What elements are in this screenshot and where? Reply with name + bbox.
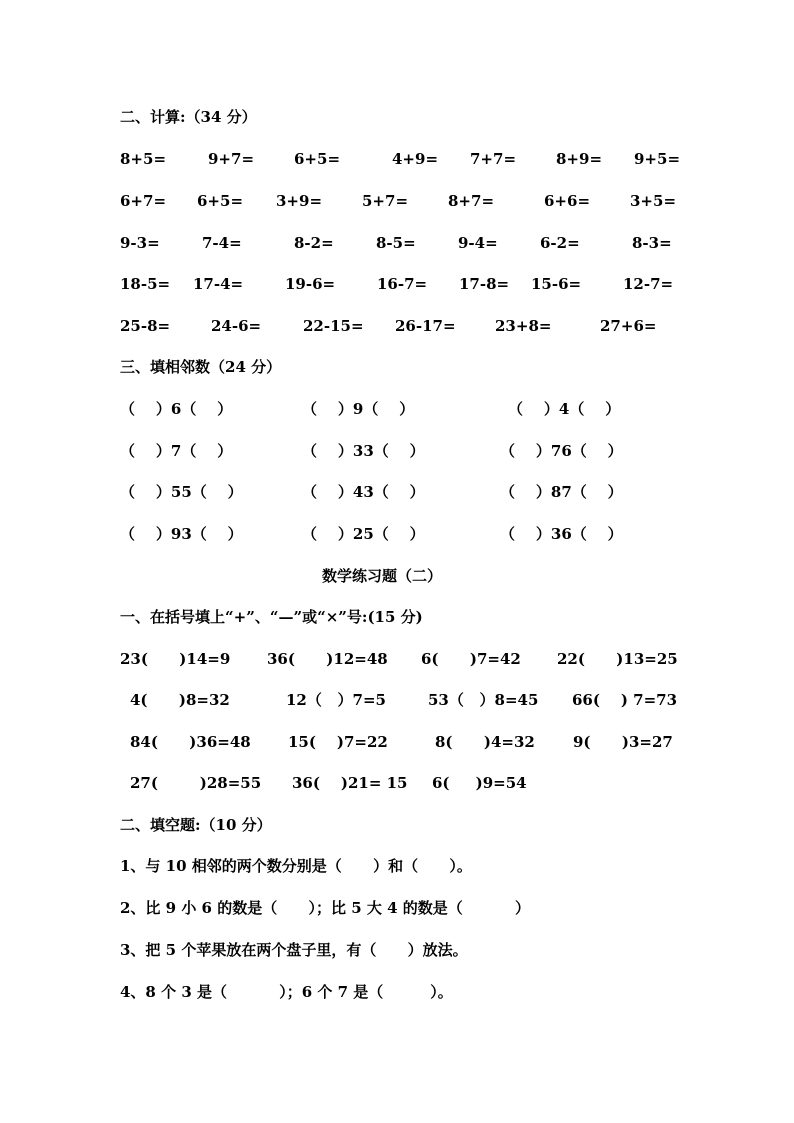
- calc-item: 16-7=: [377, 275, 428, 293]
- calc-item: 8+9=: [556, 150, 603, 168]
- fill-question: 2、比 9 小 6 的数是（ ）；比 5 大 4 的数是（ ）: [120, 899, 531, 917]
- calc-item: 25-8=: [120, 317, 171, 335]
- neighbor-item: （ ）76（ ）: [500, 442, 623, 460]
- part-2-title: 数学练习题（二）: [322, 567, 443, 585]
- calc-item: 18-5=: [120, 275, 171, 293]
- calc-item: 15-6=: [531, 275, 582, 293]
- operator-item: 9( )3=27: [573, 733, 673, 751]
- neighbor-item: （ ）25（ ）: [302, 525, 425, 543]
- operator-item: 27( )28=55: [130, 774, 262, 792]
- calc-item: 22-15=: [303, 317, 364, 335]
- calc-item: 8+7=: [448, 192, 495, 210]
- calc-item: 5+7=: [362, 192, 409, 210]
- section-2-title: 二、计算:（34 分）: [120, 108, 257, 126]
- neighbor-item: （ ）43（ ）: [302, 483, 425, 501]
- operator-item: 4( )8=32: [130, 691, 230, 709]
- calc-item: 7-4=: [202, 234, 242, 252]
- operator-item: 84( )36=48: [130, 733, 251, 751]
- calc-item: 27+6=: [600, 317, 657, 335]
- calc-item: 8-3=: [632, 234, 672, 252]
- calc-item: 24-6=: [211, 317, 262, 335]
- neighbor-item: （ ）55（ ）: [120, 483, 243, 501]
- operator-item: 53（ ）8=45: [428, 691, 539, 709]
- operator-item: 12（ ）7=5: [286, 691, 386, 709]
- operator-item: 15( )7=22: [288, 733, 388, 751]
- neighbor-item: （ ）87（ ）: [500, 483, 623, 501]
- neighbor-item: （ ）4（ ）: [508, 400, 621, 418]
- neighbor-item: （ ）9（ ）: [302, 400, 415, 418]
- neighbor-item: （ ）33（ ）: [302, 442, 425, 460]
- calc-item: 23+8=: [495, 317, 552, 335]
- calc-item: 9-3=: [120, 234, 160, 252]
- calc-item: 3+9=: [276, 192, 323, 210]
- neighbor-item: （ ）6（ ）: [120, 400, 233, 418]
- section-3-title: 三、填相邻数（24 分）: [120, 358, 282, 376]
- calc-item: 9-4=: [458, 234, 498, 252]
- calc-item: 8+5=: [120, 150, 167, 168]
- calc-item: 8-5=: [376, 234, 416, 252]
- calc-item: 4+9=: [392, 150, 439, 168]
- calc-item: 6+6=: [544, 192, 591, 210]
- neighbor-item: （ ）36（ ）: [500, 525, 623, 543]
- calc-item: 9+7=: [208, 150, 255, 168]
- calc-item: 26-17=: [395, 317, 456, 335]
- operator-item: 23( )14=9: [120, 650, 231, 668]
- operator-item: 36( )12=48: [267, 650, 388, 668]
- fill-question: 4、8 个 3 是（ ）；6 个 7 是（ ）。: [120, 983, 453, 1001]
- calc-item: 12-7=: [623, 275, 674, 293]
- part-2-section-1-title: 一、在括号填上“+”、“—”或“×”号:(15 分): [120, 608, 423, 626]
- neighbor-item: （ ）7（ ）: [120, 442, 233, 460]
- fill-question: 1、与 10 相邻的两个数分别是（ ）和（ ）。: [120, 857, 472, 875]
- operator-item: 6( )9=54: [432, 774, 527, 792]
- operator-item: 66( ) 7=73: [572, 691, 678, 709]
- calc-item: 3+5=: [630, 192, 677, 210]
- operator-item: 6( )7=42: [421, 650, 521, 668]
- neighbor-item: （ ）93（ ）: [120, 525, 243, 543]
- calc-item: 9+5=: [634, 150, 681, 168]
- calc-item: 17-8=: [459, 275, 510, 293]
- operator-item: 36( )21= 15: [292, 774, 408, 792]
- calc-item: 6+5=: [294, 150, 341, 168]
- calc-item: 7+7=: [470, 150, 517, 168]
- operator-item: 22( )13=25: [557, 650, 678, 668]
- calc-item: 6+5=: [197, 192, 244, 210]
- calc-item: 17-4=: [193, 275, 244, 293]
- part-2-section-2-title: 二、填空题:（10 分）: [120, 816, 272, 834]
- calc-item: 8-2=: [294, 234, 334, 252]
- calc-item: 19-6=: [285, 275, 336, 293]
- fill-question: 3、把 5 个苹果放在两个盘子里，有（ ）放法。: [120, 941, 468, 959]
- calc-item: 6+7=: [120, 192, 167, 210]
- operator-item: 8( )4=32: [435, 733, 535, 751]
- calc-item: 6-2=: [540, 234, 580, 252]
